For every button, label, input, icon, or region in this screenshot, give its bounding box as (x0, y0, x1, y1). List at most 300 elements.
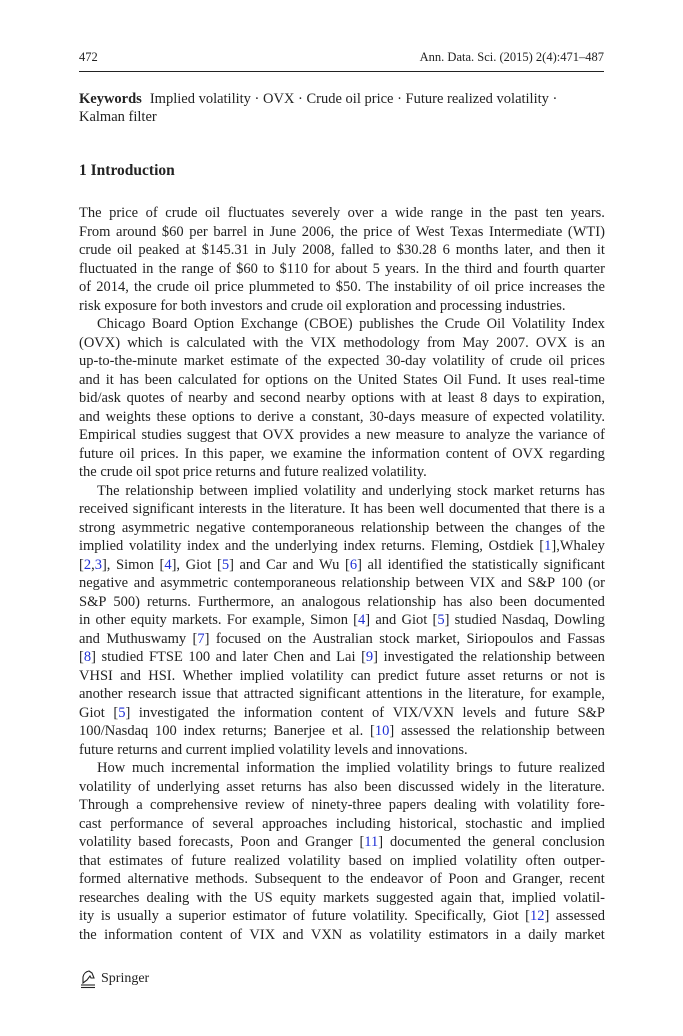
word (288, 852, 340, 871)
word (341, 241, 374, 260)
text-fragment: oil (194, 279, 210, 295)
word (270, 223, 297, 242)
word (551, 500, 580, 519)
text-fragment: that, (479, 889, 505, 906)
word (468, 371, 501, 390)
text-fragment: the (334, 371, 352, 388)
text-fragment: prices. (140, 445, 179, 462)
text-fragment: oil (136, 464, 152, 480)
word (274, 722, 326, 741)
word (109, 852, 163, 871)
citation-link[interactable]: 6 (349, 556, 358, 573)
word (286, 334, 304, 353)
text-fragment: risk (79, 297, 101, 314)
word (530, 685, 547, 704)
word (182, 667, 232, 686)
text-fragment: predict (378, 667, 419, 684)
text-fragment: is (169, 334, 180, 351)
word (465, 852, 517, 871)
word (564, 260, 605, 279)
word (597, 241, 605, 260)
word (577, 796, 605, 815)
text-fragment: research (128, 686, 177, 702)
text-fragment: endeavor (370, 871, 424, 887)
text-fragment: and (224, 538, 246, 554)
text-fragment: to (525, 390, 537, 406)
text-fragment: stochastic (465, 815, 523, 832)
text-fragment: both (180, 297, 207, 314)
word (376, 889, 433, 908)
text-fragment: of (145, 205, 158, 221)
word (157, 278, 189, 297)
text-fragment: expected (492, 408, 545, 425)
text-fragment: [ (192, 630, 198, 647)
text-fragment: the (340, 223, 358, 240)
text-fragment: volatility. (371, 464, 427, 480)
word (281, 593, 295, 612)
text-fragment: all (367, 556, 382, 573)
word (538, 426, 587, 445)
text-fragment: performance (110, 815, 184, 832)
text-fragment: then (565, 242, 591, 258)
word (178, 371, 237, 390)
text-fragment: VIX (249, 926, 276, 943)
text-fragment: Chicago (97, 316, 146, 332)
word (388, 556, 444, 575)
text-fragment: negative (79, 575, 129, 591)
word (263, 260, 274, 279)
text-fragment: of (491, 353, 504, 369)
text-line (79, 408, 605, 427)
citation-link[interactable]: 2 (83, 556, 92, 573)
text-fragment: crude (100, 464, 133, 480)
text-fragment: implied (253, 482, 298, 499)
text-fragment: between (556, 649, 605, 665)
text-fragment: to (327, 871, 340, 887)
word (299, 426, 349, 445)
text-fragment: of (291, 797, 305, 813)
word (459, 648, 477, 667)
word (572, 315, 605, 334)
section-heading: 1 Introduction (79, 162, 175, 179)
word (189, 223, 208, 242)
text-fragment: Poon (448, 871, 479, 887)
text-fragment: the (347, 445, 366, 462)
citation-link[interactable]: 5 (221, 556, 230, 573)
text-fragment: on (267, 630, 282, 647)
word (205, 204, 220, 223)
word (170, 389, 182, 408)
citation-link[interactable]: 1 (544, 538, 552, 554)
word (349, 722, 363, 741)
text-fragment: VIX (469, 575, 496, 591)
text-fragment: [ (79, 556, 84, 573)
word (278, 741, 334, 760)
word (426, 667, 461, 686)
text-fragment: been (144, 371, 173, 388)
word (79, 611, 90, 630)
word (245, 796, 284, 815)
word (427, 334, 455, 353)
text-fragment: falled (340, 242, 374, 258)
word (291, 297, 327, 316)
word (370, 722, 394, 741)
word (364, 778, 391, 797)
citation-link[interactable]: 4 (358, 612, 366, 628)
text-fragment: documented (534, 593, 605, 610)
word (198, 593, 274, 612)
text-fragment: researches (79, 889, 140, 906)
text-fragment: volatility (291, 667, 344, 684)
word (283, 926, 304, 945)
word (100, 463, 136, 482)
word (236, 426, 258, 445)
text-fragment: Furthermore, (197, 593, 275, 610)
word (415, 297, 440, 316)
text-fragment: not (569, 667, 589, 684)
text-fragment: brings (456, 760, 493, 776)
word (293, 907, 305, 926)
text-fragment: options (192, 408, 235, 425)
word (113, 593, 140, 612)
text-fragment: which (127, 334, 163, 351)
text-line (79, 611, 605, 630)
citation-link[interactable]: 12 (529, 908, 545, 924)
text-fragment: later (242, 649, 268, 665)
text-fragment: is (584, 501, 594, 517)
word (412, 852, 456, 871)
text-fragment: market (183, 353, 224, 369)
text-fragment: assessed (400, 723, 451, 739)
text-fragment: this (202, 445, 224, 462)
word (202, 445, 223, 464)
text-fragment: between (415, 575, 464, 591)
word (178, 833, 233, 852)
word (396, 426, 444, 445)
citation-link[interactable]: 7 (197, 630, 205, 647)
word (131, 611, 167, 630)
text-fragment: implied (239, 667, 284, 684)
word (531, 815, 552, 834)
text-fragment: ],Whaley (551, 538, 605, 554)
text-line (79, 759, 605, 778)
word (155, 463, 183, 482)
word (242, 648, 268, 667)
text-fragment: been (499, 593, 528, 610)
text-fragment: significant (299, 686, 361, 702)
word (101, 907, 111, 926)
publisher-footer (79, 969, 149, 989)
text-fragment: realized (559, 760, 605, 776)
word (104, 926, 172, 945)
word (213, 223, 247, 242)
word (262, 815, 327, 834)
word (160, 574, 228, 593)
text-fragment: been (387, 501, 415, 517)
text-fragment: Chen (273, 649, 305, 665)
word (253, 223, 264, 242)
text-line (79, 741, 605, 760)
text-fragment: example, (552, 686, 605, 702)
text-line (79, 371, 605, 390)
text-fragment: 100/Nasdaq (79, 723, 149, 739)
text-fragment: estimates (108, 852, 163, 869)
word (348, 204, 374, 223)
word (401, 722, 450, 741)
text-fragment: between (556, 723, 605, 739)
text-fragment: market (564, 926, 605, 943)
citation-link[interactable]: 11 (364, 834, 379, 850)
text-fragment: daily (528, 926, 558, 943)
word (559, 759, 605, 778)
text-fragment: has (585, 482, 605, 499)
word (510, 352, 542, 371)
text-fragment: and (501, 575, 522, 591)
text-fragment: ity (79, 908, 95, 924)
word (390, 852, 405, 871)
text-fragment: over (347, 205, 374, 221)
word (518, 759, 553, 778)
text-fragment: up-to-the-minute (79, 353, 178, 369)
citation-link[interactable]: 10 (374, 723, 390, 739)
text-fragment: crude (290, 297, 324, 314)
word (549, 352, 564, 371)
text-fragment: and (292, 556, 314, 573)
word (588, 574, 605, 593)
word (312, 907, 347, 926)
word (381, 537, 425, 556)
text-line (79, 315, 605, 334)
text-fragment: between (435, 519, 485, 536)
text-fragment: price (214, 279, 244, 295)
text-fragment: 2008, (302, 242, 335, 258)
text-fragment: Through (79, 797, 129, 813)
text-fragment: attentions (366, 686, 423, 702)
word (570, 352, 605, 371)
page-number: 472 (79, 50, 98, 64)
word (395, 204, 423, 223)
word (349, 852, 382, 871)
word (348, 445, 366, 464)
word (148, 667, 175, 686)
word (122, 519, 190, 538)
word (96, 278, 129, 297)
text-fragment: months (455, 242, 499, 258)
word (566, 241, 591, 260)
word (332, 722, 342, 741)
text-fragment: ], (171, 556, 181, 573)
word (450, 223, 484, 242)
publisher-name: Springer (101, 971, 150, 986)
text-fragment: and (504, 704, 526, 721)
word (310, 611, 348, 630)
text-fragment: and (133, 575, 155, 591)
word (504, 241, 533, 260)
word (162, 223, 184, 242)
text-fragment: range (430, 205, 463, 221)
word (361, 519, 429, 538)
word (254, 889, 273, 908)
word (181, 297, 210, 316)
word (514, 926, 520, 945)
word (299, 408, 305, 427)
word (474, 278, 489, 297)
word (363, 223, 392, 242)
text-fragment: of (229, 926, 243, 943)
text-fragment: crude (156, 279, 190, 295)
word (215, 278, 244, 297)
word (159, 556, 180, 575)
word (366, 278, 389, 297)
text-fragment: the (321, 760, 340, 776)
word (499, 759, 510, 778)
citation-link[interactable]: 3 (94, 556, 102, 573)
text-fragment: of (568, 519, 581, 536)
text-fragment: the (251, 538, 270, 554)
word (359, 315, 414, 334)
text-fragment: In (424, 260, 437, 277)
word (493, 408, 545, 427)
word (171, 852, 183, 871)
text-fragment: of (79, 279, 92, 295)
text-fragment: nearby (306, 390, 346, 406)
text-fragment: to (379, 242, 391, 258)
text-fragment: is (595, 667, 605, 684)
text-fragment: volatility. (549, 408, 605, 425)
word (249, 926, 275, 945)
text-fragment: recent (569, 871, 605, 887)
text-fragment: [ (113, 704, 119, 721)
word (79, 260, 137, 279)
text-fragment: has (119, 371, 139, 388)
text-fragment: analyze (465, 427, 511, 443)
word (304, 482, 356, 501)
word (234, 574, 336, 593)
text-fragment: usually (117, 908, 159, 924)
text-fragment: Subsequent (254, 871, 322, 887)
citation-link[interactable]: 5 (437, 612, 445, 628)
text-fragment: 8 (480, 390, 488, 406)
word (233, 389, 254, 408)
text-fragment: Oil (443, 371, 462, 388)
word (448, 389, 475, 408)
citation-link[interactable]: 8 (83, 649, 92, 665)
text-fragment: underlying (388, 482, 452, 499)
text-fragment: Ostdiek (488, 538, 534, 554)
text-fragment: calculated (177, 371, 237, 388)
text-fragment: the (285, 334, 304, 351)
word (119, 445, 134, 464)
text-fragment: ], (101, 556, 111, 573)
word (156, 408, 186, 427)
word (219, 260, 231, 279)
text-line (79, 426, 605, 445)
word (230, 352, 278, 371)
word (292, 204, 340, 223)
word (308, 778, 327, 797)
word (202, 241, 249, 260)
text-fragment: market, (416, 630, 461, 647)
citation-link[interactable]: 5 (118, 704, 126, 721)
word (522, 371, 547, 390)
word (188, 648, 210, 667)
word (79, 907, 94, 926)
text-fragment: price (109, 205, 139, 221)
citation-link[interactable]: 4 (164, 556, 172, 573)
word (502, 611, 549, 630)
text-fragment: future (425, 667, 461, 684)
word (302, 223, 335, 242)
word (299, 685, 360, 704)
word (489, 223, 562, 242)
text-fragment: a (299, 408, 306, 425)
text-fragment: around (116, 223, 157, 240)
word (196, 889, 222, 908)
word (394, 278, 452, 297)
word (554, 611, 605, 630)
text-fragment: implied (230, 741, 275, 758)
text-fragment: and (309, 649, 331, 665)
word (217, 704, 235, 723)
word (372, 741, 397, 760)
text-fragment: and (539, 242, 561, 258)
text-fragment: $145.31 (201, 242, 249, 258)
word (133, 500, 194, 519)
word (239, 556, 260, 575)
word (442, 260, 460, 279)
text-fragment: with (483, 797, 510, 813)
word (428, 685, 439, 704)
word (550, 667, 562, 686)
word (397, 241, 437, 260)
citation-link[interactable]: 9 (365, 649, 374, 665)
text-line (79, 630, 605, 649)
word (290, 500, 346, 519)
text-line (79, 519, 605, 538)
word (310, 334, 336, 353)
word (192, 815, 204, 834)
word (288, 630, 306, 649)
word (367, 556, 382, 575)
word (431, 389, 441, 408)
word (396, 741, 467, 760)
text-fragment: Exchange (240, 316, 298, 332)
word (136, 463, 155, 482)
text-fragment: Wu (319, 556, 340, 573)
text-fragment: studied (454, 612, 497, 628)
word (252, 519, 354, 538)
word (346, 297, 416, 316)
text-fragment: often (525, 852, 556, 869)
word (434, 796, 477, 815)
word (312, 630, 372, 649)
text-fragment: and (79, 630, 100, 647)
word (468, 685, 524, 704)
text-fragment: Option (193, 316, 235, 332)
text-fragment: volatility (517, 797, 570, 813)
word (138, 833, 171, 852)
text-fragment: superior (178, 908, 226, 924)
text-fragment: the (490, 519, 509, 536)
word (401, 611, 427, 630)
text-fragment: approaches (262, 815, 328, 832)
text-fragment: Giot (492, 908, 519, 924)
text-fragment: crude (509, 353, 543, 369)
text-line (79, 574, 605, 593)
text-fragment: relationship (125, 482, 194, 499)
word (127, 870, 188, 889)
word (569, 519, 581, 538)
